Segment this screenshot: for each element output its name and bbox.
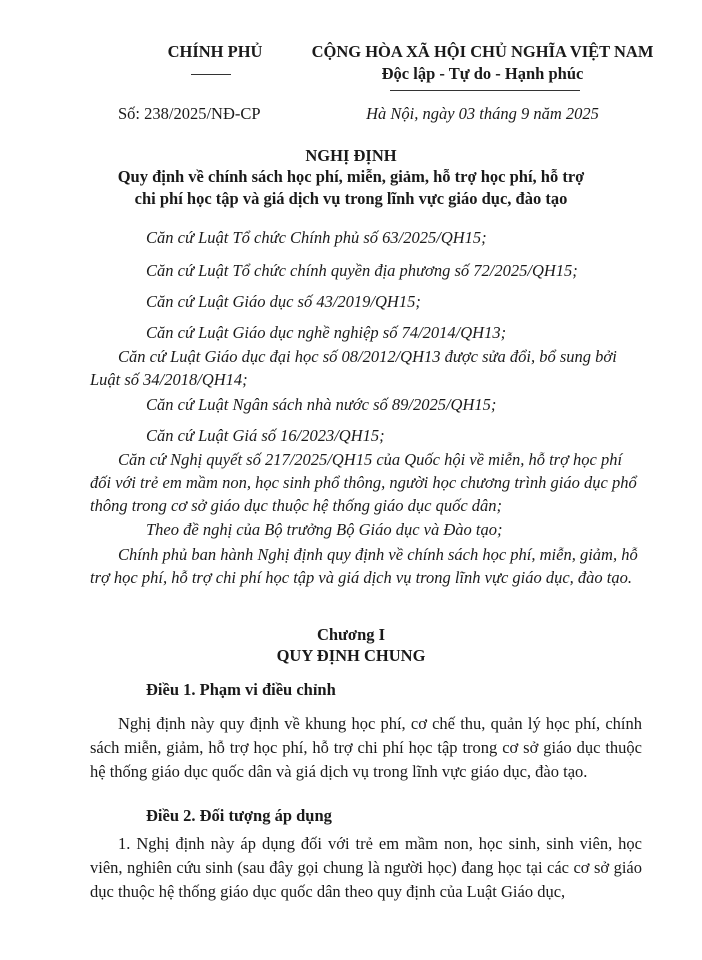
preamble-citation: Căn cứ Luật Giá số 16/2023/QH15;: [146, 426, 385, 445]
preamble-citation: Căn cứ Luật Ngân sách nhà nước số 89/2025/QH15;: [146, 395, 497, 414]
preamble-citation: Căn cứ Luật Giáo dục số 43/2019/QH15;: [146, 292, 421, 311]
agency-name: CHÍNH PHỦ: [167, 42, 263, 61]
preamble-citation: Căn cứ Luật Giáo dục đại học số 08/2012/QH13 được sửa đổi, bổ sung bởi Luật số 34/2018/QH14;: [90, 347, 617, 389]
national-motto: Độc lập - Tự do - Hạnh phúc: [381, 64, 584, 83]
preamble-promulgation: Chính phủ ban hành Nghị định quy định về chính sách học phí, miễn, giảm, hỗ trợ học phí, hỗ trợ chi phí học tập và giá dịch vụ trong lĩnh vực giáo dục, đào tạo.: [90, 545, 638, 587]
preamble-citation: Căn cứ Luật Giáo dục nghề nghiệp số 74/2014/QH13;: [146, 323, 507, 342]
chapter-number: Chương I: [316, 625, 386, 644]
document-type: NGHỊ ĐỊNH: [305, 146, 397, 165]
motto-underline: [390, 90, 580, 91]
agency-underline: [191, 74, 231, 75]
article-2-text: 1. Nghị định này áp dụng đối với trẻ em mầm non, học sinh, sinh viên, học viên, nghiên cứu sinh (sau đây gọi chung là người học) đang học tại các cơ sở giáo dục thuộc hệ thống giáo dục quốc dân theo quy định của Luật Giáo dục,: [90, 834, 642, 901]
document-number: Số: 238/2025/NĐ-CP: [118, 104, 261, 123]
national-title: CỘNG HÒA XÃ HỘI CHỦ NGHĨA VIỆT NAM: [311, 42, 654, 61]
preamble-citation: Căn cứ Luật Tổ chức chính quyền địa phương số 72/2025/QH15;: [146, 261, 578, 280]
place-date: Hà Nội, ngày 03 tháng 9 năm 2025: [366, 104, 599, 123]
article-1-heading: Điều 1. Phạm vi điều chỉnh: [146, 680, 336, 699]
article-2-heading: Điều 2. Đối tượng áp dụng: [146, 806, 332, 825]
preamble-proposal: Theo đề nghị của Bộ trưởng Bộ Giáo dục và Đào tạo;: [146, 520, 503, 539]
chapter-name: QUY ĐỊNH CHUNG: [276, 646, 426, 665]
preamble-citation: Căn cứ Nghị quyết số 217/2025/QH15 của Quốc hội về miễn, hỗ trợ học phí đối với trẻ em mầm non, học sinh phổ thông, người học chương trình giáo dục phổ thông trong cơ sở giáo dục thuộc hệ thống giáo dục quốc dân;: [90, 450, 637, 515]
document-subject-line-2: chi phí học tập và giá dịch vụ trong lĩnh vực giáo dục, đào tạo: [134, 189, 568, 208]
document-subject-line-1: Quy định về chính sách học phí, miễn, giảm, hỗ trợ học phí, hỗ trợ: [117, 167, 585, 186]
article-1-text: Nghị định này quy định về khung học phí, cơ chế thu, quản lý học phí, chính sách miễn, giảm, hỗ trợ học phí, hỗ trợ chi phí học tập trong cơ sở giáo dục thuộc hệ thống giáo dục quốc dân và giá dịch vụ trong lĩnh vực giáo dục, đào tạo.: [90, 714, 642, 781]
preamble-citation: Căn cứ Luật Tổ chức Chính phủ số 63/2025/QH15;: [146, 228, 487, 247]
